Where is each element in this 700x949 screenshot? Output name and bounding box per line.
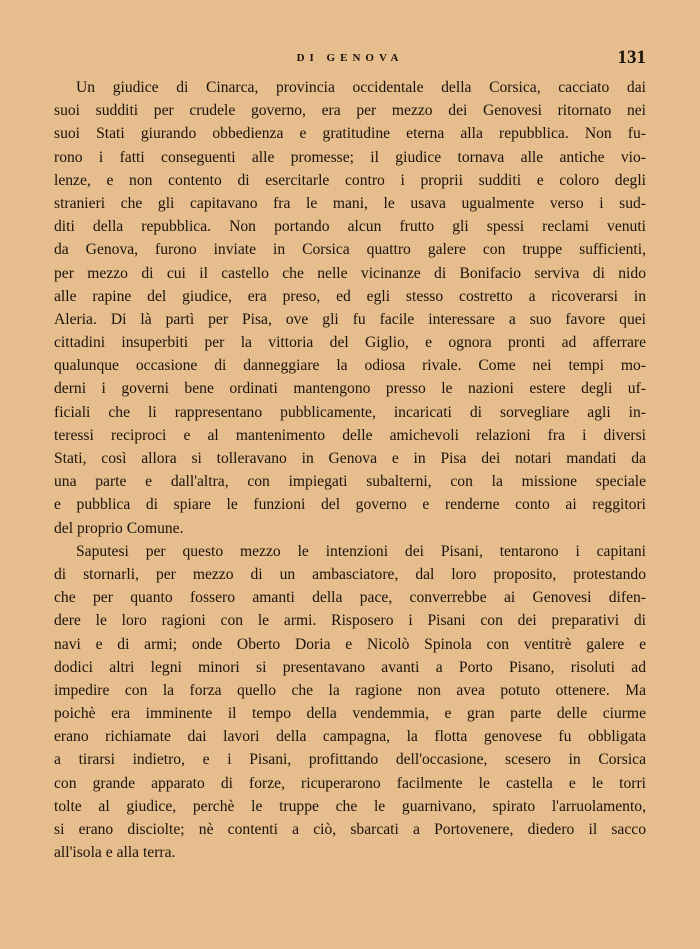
text-line: da Genova, furono inviate in Corsica quattro galere con truppe sufficienti, [54, 241, 646, 259]
text-line: a tirarsi indietro, e i Pisani, profittando dell'occasione, scesero in Corsica [54, 751, 646, 769]
text-line: del proprio Comune. [54, 519, 184, 537]
paragraph-2 [54, 540, 646, 865]
body-text [54, 76, 646, 864]
text-line: tolte al giudice, perchè le truppe che le guarnivano, spirato l'arruolamento, [54, 797, 646, 815]
text-line: qualunque occasione di danneggiare la odiosa rivale. Come nei tempi mo- [54, 357, 646, 375]
text-line: Saputesi per questo mezzo le intenzioni dei Pisani, tentarono i capitani [76, 542, 646, 560]
text-line: all'isola e alla terra. [54, 844, 176, 862]
text-line: teressi reciproci e al mantenimento delle amichevoli relazioni fra i diversi [54, 426, 646, 444]
text-line: lenze, e non contento di esercitarle contro i proprii sudditi e coloro degli [54, 171, 646, 189]
paragraph-1 [54, 76, 646, 540]
text-line: per mezzo di cui il castello che nelle vicinanze di Bonifacio serviva di nido [54, 264, 646, 282]
text-line: cittadini insuperbiti per la vittoria del Giglio, e ognora pronti ad afferrare [54, 334, 646, 352]
text-line: si erano disciolte; nè contenti a ciò, sbarcati a Portovenere, diedero il sacco [54, 821, 646, 838]
text-line: Stati, così allora si tolleravano in Genova e in Pisa dei notari mandati da [54, 450, 646, 467]
text-line: dere le loro ragioni con le armi. Risposero i Pisani con dei preparativi di [54, 612, 646, 630]
text-line: suoi Stati giurando obbedienza e gratitudine eterna alla repubblica. Non fu- [54, 125, 646, 143]
text-line: stranieri che gli capitavano fra le mani, le usava ugualmente verso i sud- [54, 194, 646, 212]
text-line: diti della repubblica. Non portando alcun frutto gli spessi reclami venuti [54, 218, 646, 236]
text-line: impedire con la forza quello che la ragione non avea potuto ottenere. Ma [54, 681, 646, 699]
running-head [54, 47, 646, 70]
text-line: Un giudice di Cinarca, provincia occidentale della Corsica, cacciato dai [76, 79, 646, 96]
text-line: dodici altri legni minori si presentavano avanti a Porto Pisano, risoluti ad [54, 658, 646, 676]
page-number: 131 [617, 47, 646, 68]
text-line: con grande apparato di forze, ricuperarono facilmente le castella e le torri [54, 774, 646, 792]
text-line: Aleria. Di là partì per Pisa, ove gli fu facile interessare a suo favore quei [54, 310, 646, 328]
text-line: che per quanto fossero amanti della pace, converrebbe ai Genovesi difen- [54, 589, 646, 607]
text-line: poichè era imminente il tempo della vendemmia, e gran parte delle ciurme [54, 705, 646, 723]
text-line: di stornarli, per mezzo di un ambasciatore, dal loro proposito, protestando [54, 565, 646, 583]
text-line: navi e di armi; onde Oberto Doria e Nicolò Spinola con ventitrè galere e [54, 635, 646, 653]
text-line: ficiali che li rappresentano pubblicamente, incaricati di sorvegliare agli in- [54, 403, 646, 421]
text-line: alle rapine del giudice, era preso, ed egli stesso costretto a ricoverarsi in [54, 287, 646, 305]
text-line: derni i governi bene ordinati mantengono presso le nazioni estere degli uf- [54, 380, 646, 398]
text-line: una parte e dall'altra, con impiegati subalterni, con la missione speciale [54, 473, 646, 491]
text-line: rono i fatti conseguenti alle promesse; il giudice tornava alle antiche vio- [54, 148, 646, 166]
text-line: suoi sudditi per crudele governo, era per mezzo dei Genovesi ritornato nei [54, 102, 646, 120]
text-line: erano richiamate dai lavori della campagna, la flotta genovese fu obbligata [54, 728, 646, 746]
text-line: e pubblica di spiare le funzioni del governo e renderne conto ai reggitori [54, 496, 646, 514]
running-title: DI GENOVA [296, 52, 404, 64]
